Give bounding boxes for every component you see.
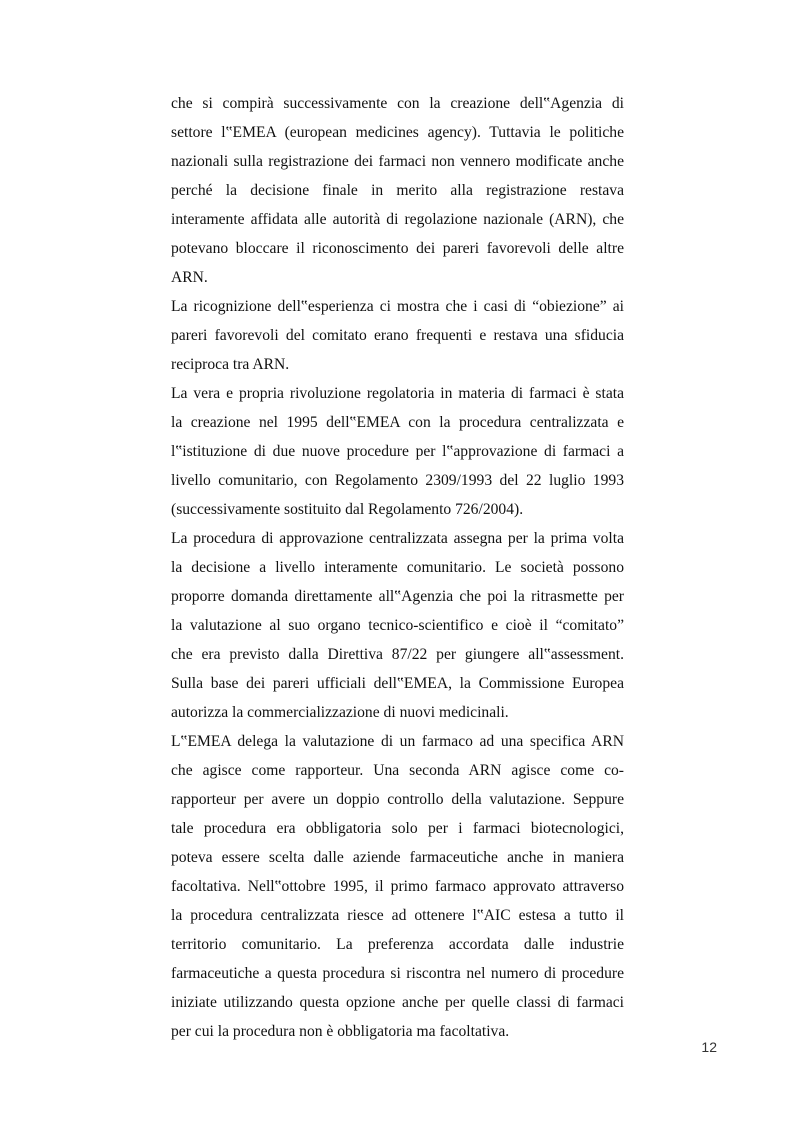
text-line: tale procedura era obbligatoria solo per i farmaci biotecnologici, — [171, 820, 624, 837]
text-line: ARN. — [171, 269, 208, 286]
text-line: reciproca tra ARN. — [171, 356, 290, 373]
text-line: (successivamente sostituito dal Regolamento 726/2004). — [171, 501, 524, 518]
text-line: l‟istituzione di due nuove procedure per l‟approvazione di farmaci a — [171, 443, 624, 460]
text-line: che si compirà successivamente con la creazione dell‟Agenzia di — [171, 95, 624, 112]
text-line: La ricognizione dell‟esperienza ci mostra che i casi di “obiezione” ai — [171, 298, 624, 315]
text-line: proporre domanda direttamente all‟Agenzia che poi la ritrasmette per — [171, 588, 624, 605]
text-line: facoltativa. Nell‟ottobre 1995, il primo farmaco approvato attraverso — [171, 878, 624, 895]
text-line: territorio comunitario. La preferenza accordata dalle industrie — [171, 936, 624, 953]
text-line: per cui la procedura non è obbligatoria ma facoltativa. — [171, 1023, 510, 1040]
text-line: la valutazione al suo organo tecnico-scientifico e cioè il “comitato” — [171, 617, 624, 634]
text-line: rapporteur per avere un doppio controllo della valutazione. Seppure — [171, 791, 624, 808]
text-line: la decisione a livello interamente comunitario. Le società possono — [171, 559, 624, 576]
text-line: La procedura di approvazione centralizzata assegna per la prima volta — [171, 530, 624, 547]
page-number: 12 — [701, 1039, 717, 1055]
text-line: farmaceutiche a questa procedura si riscontra nel numero di procedure — [171, 965, 624, 982]
text-line: perché la decisione finale in merito alla registrazione restava — [171, 182, 624, 199]
text-line: potevano bloccare il riconoscimento dei pareri favorevoli delle altre — [171, 240, 624, 257]
body-text — [171, 89, 624, 1046]
text-line: che agisce come rapporteur. Una seconda ARN agisce come co- — [171, 762, 624, 779]
text-line: L‟EMEA delega la valutazione di un farmaco ad una specifica ARN — [171, 733, 624, 750]
text-line: la creazione nel 1995 dell‟EMEA con la procedura centralizzata e — [171, 414, 624, 431]
text-line: La vera e propria rivoluzione regolatoria in materia di farmaci è stata — [171, 385, 624, 402]
text-line: autorizza la commercializzazione di nuovi medicinali. — [171, 704, 509, 721]
text-line: interamente affidata alle autorità di regolazione nazionale (ARN), che — [171, 211, 624, 228]
text-line: nazionali sulla registrazione dei farmaci non vennero modificate anche — [171, 153, 624, 170]
text-line: la procedura centralizzata riesce ad ottenere l‟AIC estesa a tutto il — [171, 907, 624, 924]
text-line: pareri favorevoli del comitato erano frequenti e restava una sfiducia — [171, 327, 624, 344]
text-line: che era previsto dalla Direttiva 87/22 per giungere all‟assessment. — [171, 646, 624, 663]
text-line: livello comunitario, con Regolamento 2309/1993 del 22 luglio 1993 — [171, 472, 624, 489]
text-line: Sulla base dei pareri ufficiali dell‟EMEA, la Commissione Europea — [171, 675, 624, 692]
text-line: iniziate utilizzando questa opzione anche per quelle classi di farmaci — [171, 994, 624, 1011]
text-line: settore l‟EMEA (european medicines agency). Tuttavia le politiche — [171, 124, 624, 141]
text-line: poteva essere scelta dalle aziende farmaceutiche anche in maniera — [171, 849, 624, 866]
